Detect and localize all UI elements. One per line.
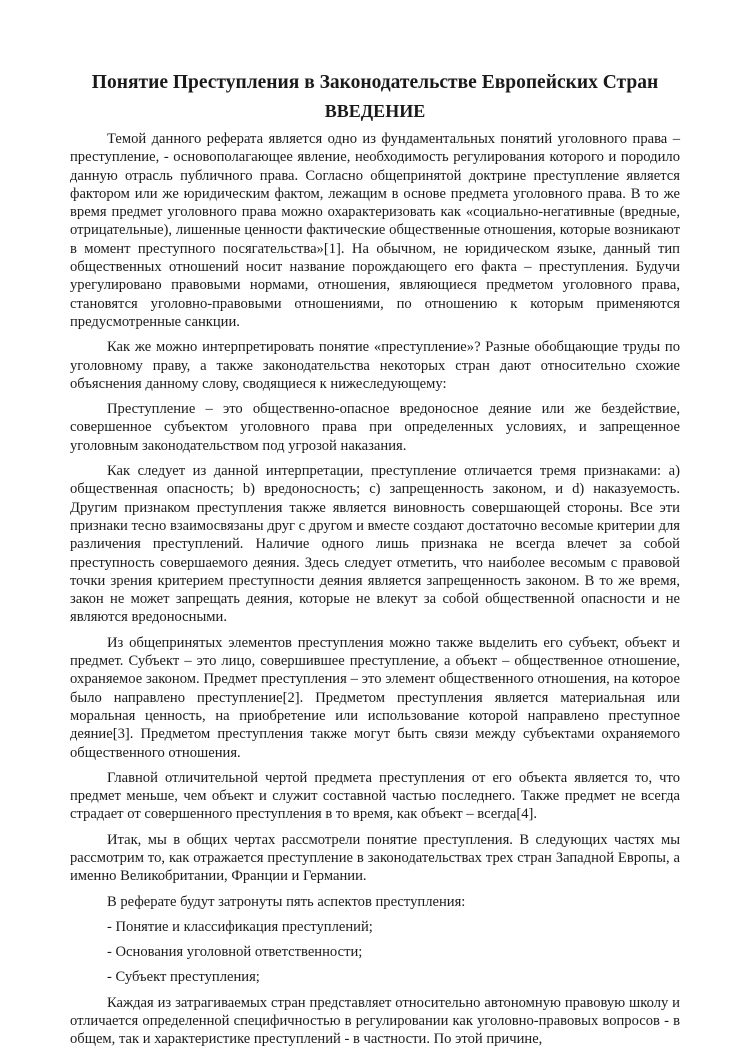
paragraph: Из общепринятых элементов преступления можно также выделить его субъект, объект и предмет. Субъект – это лицо, совершившее преступление, а объект – общественное отношение, охраняемое законом. Предмет преступления – это элемент общественного отношения, на которое было направлено преступление[2]. Предметом преступления является материальная или моральная ценность, на приобретение или использование которой направлено преступное деяние[3]. Предметом преступления также могут быть связи между субъектами охраняемого общественного отношения. <box>70 634 680 761</box>
paragraph: Темой данного реферата является одно из фундаментальных понятий уголовного права – преступление, - основополагающее явление, необходимость регулирования которого и породило данную отрасль публичного права. Согласно общепринятой доктрине преступление является фактором или же юридическим фактом, лежащим в основе предмета уголовного права. В то же время предмет уголовного права можно охарактеризовать как «социально-негативные (вредные, отрицательные), лишенные ценности фактические общественные отношения, которые возникают в момент преступного посягательства»[1]. На обычном, не юридическом языке, данный тип общественных отношений носит название порождающего его факта – преступления. Будучи урегулировано правовыми нормами, отношения, являющиеся предметом уголовного права, становятся уголовно-правовыми отношениями, по отношению к которым применяются предусмотренные санкции. <box>70 131 680 330</box>
document-title: Понятие Преступления в Законодательстве Европейских Стран <box>91 72 659 93</box>
closing-paragraph: Каждая из затрагиваемых стран представляет относительно автономную правовую школу и отличается определенной специфичностью в регулировании как уголовно-правовых вопросов - в общем, так и характеристике преступлений - в частности. По этой причине, <box>70 994 680 1048</box>
definition-paragraph: Преступление – это общественно-опасное вредоносное деяние или же бездействие, совершенное субъектом уголовного права при определенных условиях, и запрещенное уголовным законодательством под угрозой наказания. <box>70 401 680 454</box>
section-heading: ВВЕДЕНИЕ <box>324 101 426 121</box>
list-item: - Субъект преступления; <box>107 969 260 986</box>
paragraph: Итак, мы в общих чертах рассмотрели понятие преступления. В следующих частях мы рассмотрим то, как отражается преступление в законодательствах трех стран Западной Европы, а именно Великобритании, Франции и Германии. <box>70 831 680 885</box>
paragraph: Как следует из данной интерпретации, преступление отличается тремя признаками: a) общественная опасность; b) вредоносность; c) запрещенность законом, и d) наказуемость. Другим признаком преступления также является виновность совершающей стороны. Все эти признаки тесно взаимосвязаны друг с другом и вместе создают достаточно весомые критерии для различения преступлений. Наличие одного лишь признака не всегда влечет за собой преступность совершаемого деяния. Здесь следует отметить, что наиболее весомым с правовой точки зрения критерием преступности деяния является запрещенность законом. В то же время, закон не может запрещать деяния, которые не влекут за собой общественной опасности и не являются вредоносными. <box>70 463 680 626</box>
paragraph: Как же можно интерпретировать понятие «преступление»? Разные обобщающие труды по уголовному праву, а также законодательства некоторых стран дают относительно схожие объяснения данному слову, сводящиеся к нижеследующему: <box>70 339 680 392</box>
document-body <box>70 130 680 1049</box>
list-item: - Основания уголовной ответственности; <box>107 944 363 961</box>
paragraph: В реферате будут затронуты пять аспектов преступления: <box>107 893 466 910</box>
list-item: - Понятие и классификация преступлений; <box>107 918 373 935</box>
paragraph: Главной отличительной чертой предмета преступления от его объекта является то, что предмет меньше, чем объект и служит составной частью последнего. Также предмет не всегда страдает от совершенного преступления в то время, как объект – всегда[4]. <box>70 769 680 823</box>
